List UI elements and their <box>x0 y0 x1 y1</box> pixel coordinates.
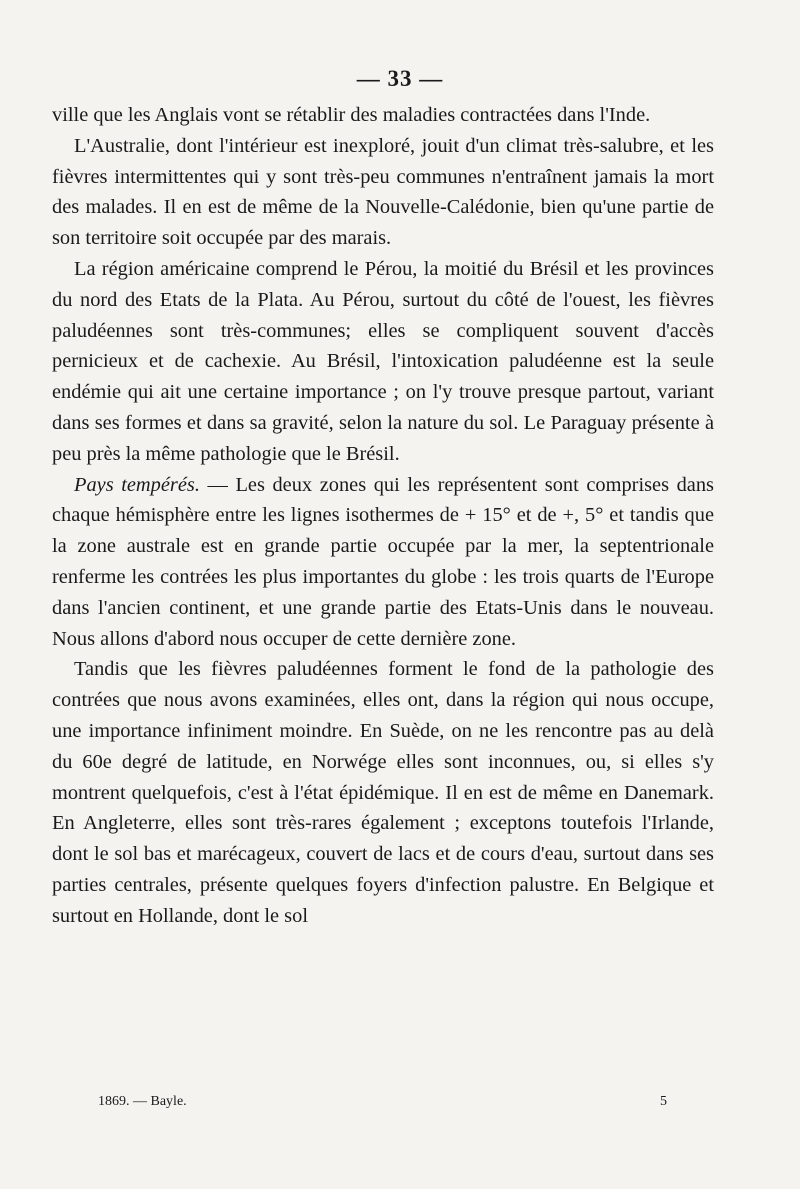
paragraph-4 <box>52 470 714 655</box>
page-number: — 33 — <box>356 66 444 91</box>
paragraph-2-text: L'Australie, dont l'intérieur est inexploré, jouit d'un climat très-salubre, et les fièvres intermittentes qui y sont très-peu communes n'entraînent jamais la mort des malades. Il en est de même de la Nouvelle-Calédonie, bien qu'une partie de son territoire soit occupée par des marais. <box>52 134 714 250</box>
paragraph-3 <box>52 254 714 470</box>
footer-signature: 1869. — Bayle. <box>98 1094 187 1109</box>
footer-signature-mark: 5 <box>660 1094 667 1109</box>
paragraph-3-text: La région américaine comprend le Pérou, la moitié du Brésil et les provinces du nord des Etats de la Plata. Au Pérou, surtout du côté de l'ouest, les fièvres paludéennes sont très-communes; elles se compliquent souvent d'accès pernicieux et de cachexie. Au Brésil, l'intoxication paludéenne est la seule endémie qui ait une certaine importance ; on l'y trouve presque partout, variant dans ses formes et dans sa gravité, selon la nature du sol. Le Paraguay présente à peu près la même pathologie que le Brésil. <box>52 257 714 465</box>
paragraph-2 <box>52 131 714 254</box>
paragraph-5 <box>52 654 714 931</box>
section-heading-pays-temperes: Pays tempérés. <box>74 473 200 496</box>
body-text <box>52 100 714 932</box>
paragraph-1-text: ville que les Anglais vont se rétablir des maladies contractées dans l'Inde. <box>52 104 651 126</box>
paragraph-1 <box>52 100 714 131</box>
paragraph-4-text: — Les deux zones qui les représentent sont comprises dans chaque hémisphère entre les lignes isothermes de + 15° et de +, 5° et tandis que la zone australe est en grande partie occupée par la mer, la septentrionale renferme les contrées les plus importantes du globe : les trois quarts de l'Europe dans l'ancien continent, et une grande partie des Etats-Unis dans le nouveau. Nous allons d'abord nous occuper de cette dernière zone. <box>52 473 714 650</box>
paragraph-5-text: Tandis que les fièvres paludéennes forment le fond de la pathologie des contrées que nous avons examinées, elles ont, dans la région qui nous occupe, une importance infiniment moindre. En Suède, on ne les rencontre pas au delà du 60e degré de latitude, en Norwége elles sont inconnues, ou, si elles s'y montrent quelquefois, c'est à l'état épidémique. Il en est de même en Danemark. En Angleterre, elles sont très-rares également ; exceptons toutefois l'Irlande, dont le sol bas et marécageux, couvert de lacs et de cours d'eau, surtout dans ses parties centrales, présente quelques foyers d'infection palustre. En Belgique et surtout en Hollande, dont le sol <box>52 658 714 927</box>
